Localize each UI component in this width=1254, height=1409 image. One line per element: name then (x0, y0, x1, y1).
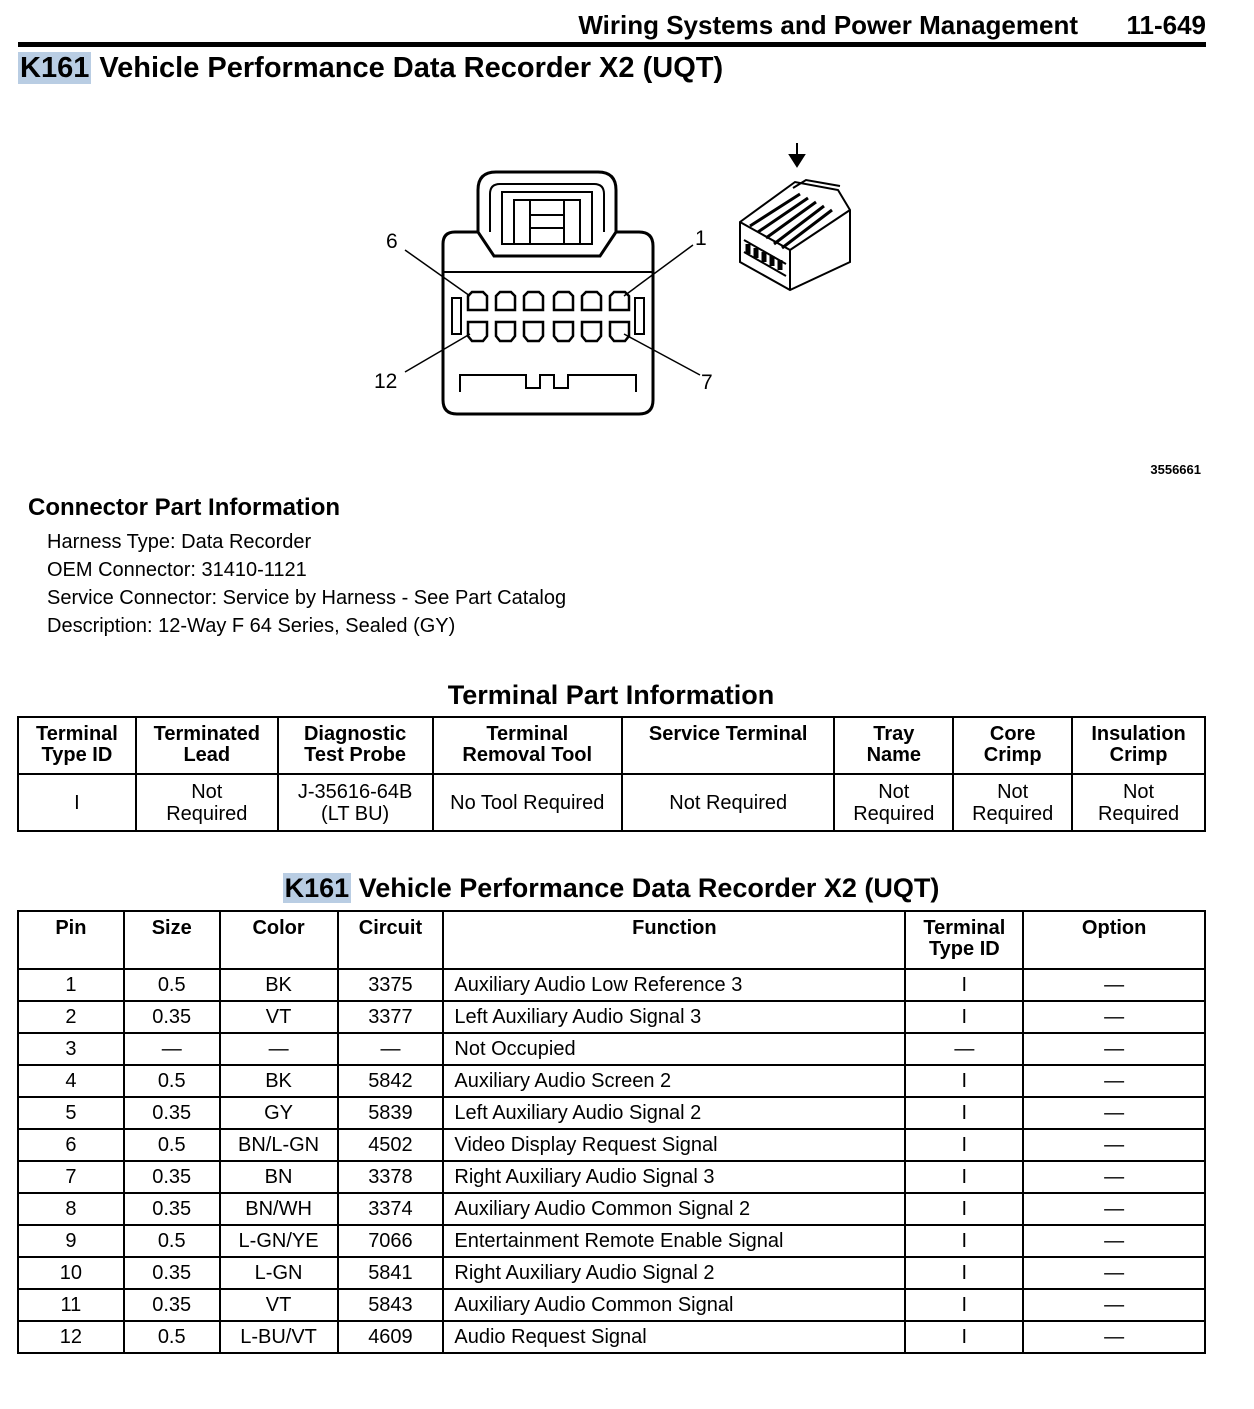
table-cell: L-GN (220, 1257, 338, 1289)
table-cell: 9 (18, 1225, 124, 1257)
table-cell: 0.35 (124, 1289, 220, 1321)
table-cell: I (905, 1065, 1023, 1097)
table-cell: 0.35 (124, 1193, 220, 1225)
table-header-cell: Function (443, 911, 905, 969)
table-cell: 4 (18, 1065, 124, 1097)
table-cell: I (905, 1097, 1023, 1129)
function-cell: Entertainment Remote Enable Signal (443, 1225, 905, 1257)
function-cell: Video Display Request Signal (443, 1129, 905, 1161)
table-header-cell: Core Crimp (953, 717, 1072, 774)
arrow-down-icon (790, 155, 804, 166)
table-header-cell: Color (220, 911, 338, 969)
function-cell: Left Auxiliary Audio Signal 3 (443, 1001, 905, 1033)
table-header-cell: Diagnostic Test Probe (278, 717, 433, 774)
table-row (18, 1193, 1205, 1225)
table-cell: 0.5 (124, 1225, 220, 1257)
component-name: Vehicle Performance Data Recorder X2 (UQT) (99, 52, 724, 84)
table-cell: — (1023, 1033, 1205, 1065)
component-code: K161 (20, 52, 90, 84)
table-cell: 0.35 (124, 1257, 220, 1289)
table-header-cell: Pin (18, 911, 124, 969)
table-cell: 5842 (338, 1065, 444, 1097)
table-row (18, 969, 1205, 1001)
callout-pin-1: 1 (695, 227, 707, 250)
table-cell: VT (220, 1289, 338, 1321)
table-cell: I (905, 1161, 1023, 1193)
function-cell: Audio Request Signal (443, 1321, 905, 1353)
table-cell: Not Required (953, 774, 1072, 831)
connector-info-list (47, 528, 566, 640)
table-row (18, 1321, 1205, 1353)
connector-diagram (0, 100, 1254, 490)
table-header-cell: Insulation Crimp (1072, 717, 1205, 774)
table-cell: 5839 (338, 1097, 444, 1129)
terminal-info-title: Terminal Part Information (447, 680, 775, 710)
table-cell: — (1023, 969, 1205, 1001)
table-row (18, 1225, 1205, 1257)
table-cell: — (1023, 1257, 1205, 1289)
table-cell: 3 (18, 1033, 124, 1065)
function-cell: Auxiliary Audio Common Signal (443, 1289, 905, 1321)
section-title: Wiring Systems and Power Management (578, 10, 1078, 40)
function-cell: Right Auxiliary Audio Signal 2 (443, 1257, 905, 1289)
table-cell: 3377 (338, 1001, 444, 1033)
table-cell: BN (220, 1161, 338, 1193)
table-cell: — (1023, 1321, 1205, 1353)
table-row (18, 1161, 1205, 1193)
table-row (18, 1097, 1205, 1129)
table-cell: — (1023, 1193, 1205, 1225)
table-cell: L-GN/YE (220, 1225, 338, 1257)
pin-table-name: Vehicle Performance Data Recorder X2 (UQT) (358, 873, 940, 903)
table-cell: 0.35 (124, 1161, 220, 1193)
figure-id: 3556661 (1150, 462, 1201, 477)
table-row (18, 1257, 1205, 1289)
table-header-cell: Service Terminal (622, 717, 834, 774)
connector-info-title: Connector Part Information (28, 494, 341, 521)
table-cell: BK (220, 969, 338, 1001)
table-cell: — (1023, 1225, 1205, 1257)
table-cell: I (905, 1001, 1023, 1033)
table-cell: — (1023, 1097, 1205, 1129)
table-cell: 7 (18, 1161, 124, 1193)
table-header-cell: Circuit (338, 911, 444, 969)
table-cell: 8 (18, 1193, 124, 1225)
table-row (18, 1065, 1205, 1097)
function-cell: Left Auxiliary Audio Signal 2 (443, 1097, 905, 1129)
table-cell: I (905, 1289, 1023, 1321)
function-cell: Auxiliary Audio Low Reference 3 (443, 969, 905, 1001)
table-cell: 4502 (338, 1129, 444, 1161)
table-header-row (18, 911, 1205, 969)
function-cell: Right Auxiliary Audio Signal 3 (443, 1161, 905, 1193)
harness-type: Harness Type: Data Recorder (47, 531, 312, 553)
table-row (18, 1001, 1205, 1033)
pin-table (17, 910, 1206, 1354)
table-cell: 0.5 (124, 969, 220, 1001)
table-header-row (18, 717, 1205, 774)
pin-table-title (0, 873, 1222, 904)
page-number: 11-649 (1126, 10, 1206, 40)
table-cell: 5841 (338, 1257, 444, 1289)
table-cell: I (18, 774, 136, 831)
table-cell: 0.5 (124, 1065, 220, 1097)
table-cell: — (338, 1033, 444, 1065)
service-connector: Service Connector: Service by Harness - See Part Catalog (47, 587, 567, 609)
table-row (18, 1289, 1205, 1321)
table-header-cell: Option (1023, 911, 1205, 969)
table-cell: 1 (18, 969, 124, 1001)
table-cell: 12 (18, 1321, 124, 1353)
table-cell: 0.35 (124, 1097, 220, 1129)
table-cell: 0.5 (124, 1321, 220, 1353)
table-header-cell: Terminal Removal Tool (433, 717, 623, 774)
table-cell: — (1023, 1129, 1205, 1161)
table-row (18, 1033, 1205, 1065)
connector-description: Description: 12-Way F 64 Series, Sealed (GY) (47, 615, 456, 637)
terminal-info-table (17, 716, 1206, 832)
table-cell: — (1023, 1065, 1205, 1097)
table-cell: — (1023, 1001, 1205, 1033)
table-cell: BN/WH (220, 1193, 338, 1225)
function-cell: Not Occupied (443, 1033, 905, 1065)
table-cell: — (1023, 1161, 1205, 1193)
table-cell: Not Required (1072, 774, 1205, 831)
table-cell: I (905, 969, 1023, 1001)
table-cell: BK (220, 1065, 338, 1097)
table-header-cell: Terminal Type ID (905, 911, 1023, 969)
table-cell: I (905, 1129, 1023, 1161)
table-cell: VT (220, 1001, 338, 1033)
table-cell: Not Required (622, 774, 834, 831)
table-cell: I (905, 1321, 1023, 1353)
function-cell: Auxiliary Audio Screen 2 (443, 1065, 905, 1097)
table-cell: J-35616-64B (LT BU) (278, 774, 433, 831)
connector-isometric-view (740, 143, 850, 290)
callout-pin-7: 7 (701, 371, 713, 394)
table-cell: 3378 (338, 1161, 444, 1193)
table-row (18, 1129, 1205, 1161)
table-cell: 2 (18, 1001, 124, 1033)
table-header-cell: Terminal Type ID (18, 717, 136, 774)
table-cell: GY (220, 1097, 338, 1129)
callout-pin-12: 12 (374, 370, 398, 393)
table-row (18, 774, 1205, 831)
pin-table-code: K161 (284, 873, 350, 903)
table-cell: — (1023, 1289, 1205, 1321)
page-title (18, 52, 723, 85)
table-cell: — (220, 1033, 338, 1065)
pin-cavities (468, 292, 629, 341)
table-cell: 6 (18, 1129, 124, 1161)
page-header (18, 4, 1206, 47)
latch-housing (478, 172, 616, 232)
table-cell: No Tool Required (433, 774, 623, 831)
table-cell: 11 (18, 1289, 124, 1321)
callout-pin-6: 6 (386, 230, 398, 253)
function-cell: Auxiliary Audio Common Signal 2 (443, 1193, 905, 1225)
table-cell: 5 (18, 1097, 124, 1129)
pin-table-body (18, 969, 1205, 1353)
table-header-cell: Tray Name (834, 717, 953, 774)
oem-connector: OEM Connector: 31410-1121 (47, 559, 307, 581)
table-cell: 5843 (338, 1289, 444, 1321)
table-cell: 3374 (338, 1193, 444, 1225)
table-cell: — (124, 1033, 220, 1065)
table-cell: Not Required (136, 774, 278, 831)
table-header-cell: Size (124, 911, 220, 969)
table-cell: BN/L-GN (220, 1129, 338, 1161)
table-cell: 7066 (338, 1225, 444, 1257)
table-cell: 10 (18, 1257, 124, 1289)
table-cell: 0.5 (124, 1129, 220, 1161)
table-cell: — (905, 1033, 1023, 1065)
table-cell: I (905, 1225, 1023, 1257)
table-cell: 3375 (338, 969, 444, 1001)
table-cell: 0.35 (124, 1001, 220, 1033)
table-header-cell: Terminated Lead (136, 717, 278, 774)
table-cell: 4609 (338, 1321, 444, 1353)
table-cell: I (905, 1193, 1023, 1225)
table-cell: L-BU/VT (220, 1321, 338, 1353)
table-cell: I (905, 1257, 1023, 1289)
table-cell: Not Required (834, 774, 953, 831)
